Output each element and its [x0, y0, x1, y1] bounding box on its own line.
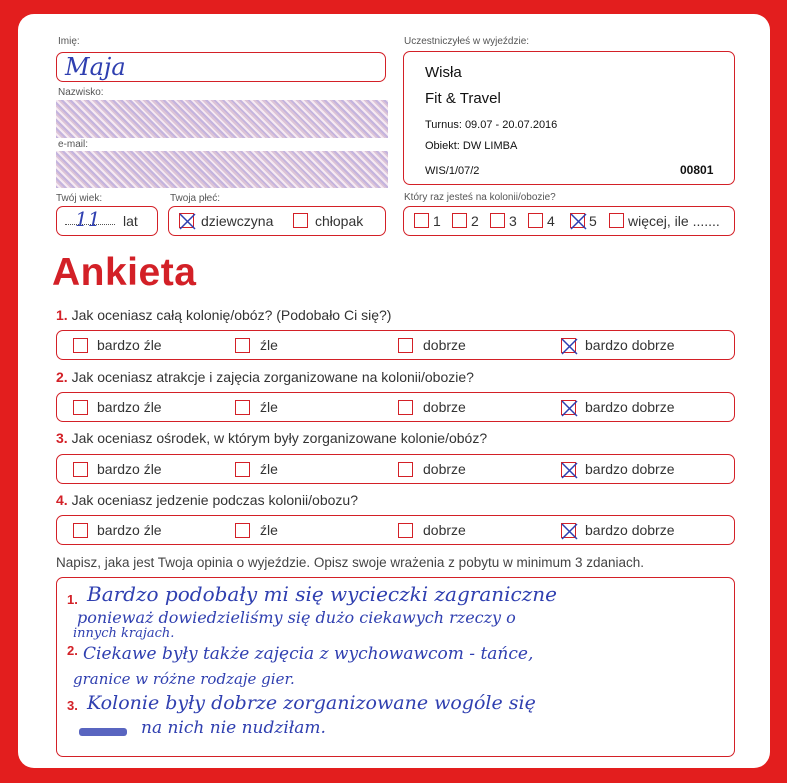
answer-label: dobrze [423, 399, 466, 415]
opinion-line-1: Bardzo podobały mi się wycieczki zagraniczne [87, 582, 557, 606]
trip-turnus: Turnus: 09.07 - 20.07.2016 [425, 119, 558, 131]
trip-label: Uczestniczyłeś w wyjeździe: [404, 36, 530, 47]
answer-checkbox-bardzo-dobrze[interactable] [561, 462, 576, 477]
answer-label: źle [260, 399, 278, 415]
email-redacted [56, 151, 388, 188]
answer-checkbox-bardzo-dobrze[interactable] [561, 523, 576, 538]
question-text: Jak oceniasz ośrodek, w którym były zorganizowane kolonie/obóz? [71, 430, 488, 446]
cross-mark-icon [560, 337, 579, 356]
name-label: Imię: [58, 36, 80, 47]
answer-label: źle [260, 522, 278, 538]
times-checkbox-1[interactable] [414, 213, 429, 228]
answer-row [56, 454, 735, 484]
answer-label: bardzo źle [97, 522, 162, 538]
times-option-more: więcej, ile ....... [628, 213, 720, 229]
question-text: Jak oceniasz jedzenie podczas kolonii/obozu? [71, 492, 358, 508]
times-checkbox-3[interactable] [490, 213, 505, 228]
answer-checkbox-dobrze[interactable] [398, 338, 413, 353]
trip-number: 00801 [680, 163, 714, 177]
answer-label: bardzo źle [97, 399, 162, 415]
opinion-line-2: ponieważ dowiedzieliśmy się dużo ciekawych rzeczy o [77, 608, 516, 627]
answer-checkbox-zle[interactable] [235, 400, 250, 415]
times-checkbox-4[interactable] [528, 213, 543, 228]
gender-checkbox-female[interactable] [179, 213, 194, 228]
question-number: 1. [56, 307, 68, 323]
answer-label: bardzo dobrze [585, 522, 675, 538]
cross-mark-icon [560, 522, 579, 541]
answer-label: bardzo dobrze [585, 461, 675, 477]
question-text: Jak oceniasz całą kolonię/obóz? (Podobało Ci się?) [71, 307, 392, 323]
gender-checkbox-male[interactable] [293, 213, 308, 228]
cross-mark-icon [560, 399, 579, 418]
opinion-line-6: Kolonie były dobrze zorganizowane wogóle się [87, 692, 536, 714]
answer-row [56, 515, 735, 545]
times-option-1: 1 [433, 213, 441, 229]
scribble-mark [79, 728, 127, 736]
gender-option-female: dziewczyna [201, 213, 274, 229]
times-label: Który raz jesteś na kolonii/obozie? [404, 192, 556, 203]
name-value: Maja [65, 53, 126, 81]
times-checkbox-5[interactable] [570, 213, 585, 228]
times-option-3: 3 [509, 213, 517, 229]
question-text: Jak oceniasz atrakcje i zajęcia zorganizowane na kolonii/obozie? [71, 369, 474, 385]
trip-obiekt: Obiekt: DW LIMBA [425, 140, 518, 152]
answer-checkbox-dobrze[interactable] [398, 400, 413, 415]
opinion-number-1: 1. [67, 592, 78, 607]
email-label: e-mail: [58, 139, 89, 150]
question-number: 2. [56, 369, 68, 385]
trip-place: Wisła [425, 64, 462, 81]
times-field [403, 206, 735, 236]
survey-title: Ankieta [52, 251, 197, 294]
age-field[interactable] [56, 206, 158, 236]
times-checkbox-2[interactable] [452, 213, 467, 228]
answer-label: bardzo dobrze [585, 399, 675, 415]
name-field[interactable] [56, 52, 386, 82]
answer-row [56, 392, 735, 422]
answer-label: dobrze [423, 522, 466, 538]
opinion-line-5: granice w różne rodzaje gier. [73, 670, 295, 688]
answer-label: bardzo dobrze [585, 337, 675, 353]
surname-redacted [56, 100, 388, 138]
trip-program: Fit & Travel [425, 90, 501, 107]
answer-checkbox-bardzo-dobrze[interactable] [561, 400, 576, 415]
times-option-5: 5 [589, 213, 597, 229]
gender-field [168, 206, 386, 236]
gender-label: Twoja płeć: [170, 193, 221, 204]
age-value: 11 [75, 207, 101, 231]
times-checkbox-more[interactable] [609, 213, 624, 228]
answer-label: dobrze [423, 337, 466, 353]
answer-checkbox-zle[interactable] [235, 523, 250, 538]
answer-checkbox-bardzo-zle[interactable] [73, 400, 88, 415]
opinion-number-3: 3. [67, 698, 78, 713]
opinion-line-7: na nich nie nudziłam. [141, 718, 326, 738]
opinion-field[interactable] [56, 577, 735, 757]
cross-mark-icon [560, 461, 579, 480]
times-option-4: 4 [547, 213, 555, 229]
answer-checkbox-bardzo-zle[interactable] [73, 462, 88, 477]
answer-checkbox-zle[interactable] [235, 462, 250, 477]
opinion-line-3: innych krajach. [73, 626, 175, 641]
cross-mark-icon [178, 212, 197, 231]
question-number: 3. [56, 430, 68, 446]
answer-label: bardzo źle [97, 461, 162, 477]
answer-label: bardzo źle [97, 337, 162, 353]
survey-sheet [18, 14, 770, 768]
opinion-line-4: Ciekawe były także zajęcia z wychowawcom - tańce, [83, 644, 534, 664]
times-option-2: 2 [471, 213, 479, 229]
answer-checkbox-bardzo-zle[interactable] [73, 338, 88, 353]
age-unit: lat [123, 213, 138, 229]
opinion-number-2: 2. [67, 643, 78, 658]
question-number: 4. [56, 492, 68, 508]
answer-row [56, 330, 735, 360]
trip-box [403, 51, 735, 185]
answer-label: źle [260, 337, 278, 353]
answer-checkbox-bardzo-zle[interactable] [73, 523, 88, 538]
trip-code: WIS/1/07/2 [425, 165, 480, 177]
answer-checkbox-dobrze[interactable] [398, 523, 413, 538]
answer-label: źle [260, 461, 278, 477]
opinion-prompt: Napisz, jaka jest Twoja opinia o wyjeździe. Opisz swoje wrażenia z pobytu w minimum 3 zdaniach. [56, 555, 645, 570]
answer-checkbox-zle[interactable] [235, 338, 250, 353]
answer-checkbox-dobrze[interactable] [398, 462, 413, 477]
answer-checkbox-bardzo-dobrze[interactable] [561, 338, 576, 353]
cross-mark-icon [569, 212, 588, 231]
gender-option-male: chłopak [315, 213, 364, 229]
answer-label: dobrze [423, 461, 466, 477]
surname-label: Nazwisko: [58, 87, 104, 98]
age-label: Twój wiek: [56, 193, 103, 204]
